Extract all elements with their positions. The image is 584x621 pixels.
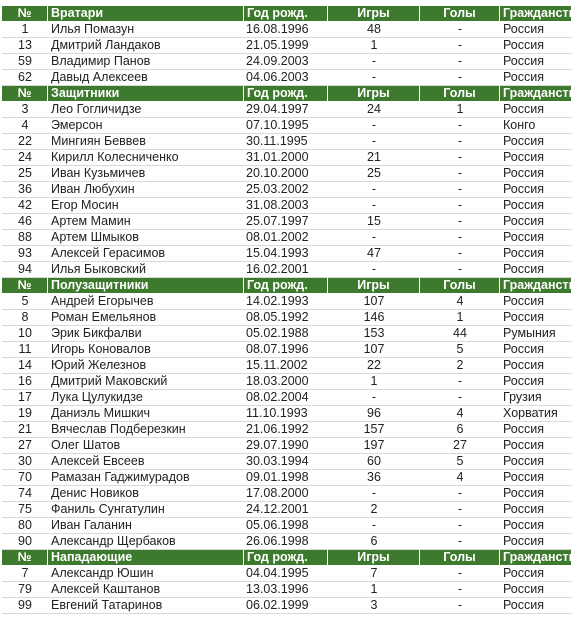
player-citizenship: Россия (500, 246, 572, 262)
player-citizenship: Россия (500, 342, 572, 358)
player-citizenship: Россия (500, 518, 572, 534)
player-citizenship: Россия (500, 454, 572, 470)
player-citizenship: Конго (500, 118, 572, 134)
player-citizenship: Россия (500, 374, 572, 390)
player-born: 20.10.2000 (244, 166, 328, 182)
player-goals: 1 (420, 310, 500, 326)
player-citizenship: Россия (500, 310, 572, 326)
player-goals: - (420, 374, 500, 390)
header-games: Игры (328, 278, 420, 294)
player-citizenship: Россия (500, 214, 572, 230)
player-games: - (328, 198, 420, 214)
player-number: 17 (2, 390, 48, 406)
player-games: - (328, 70, 420, 86)
player-goals: - (420, 182, 500, 198)
player-citizenship: Россия (500, 38, 572, 54)
player-games: 24 (328, 102, 420, 118)
player-row (2, 246, 572, 262)
player-born: 04.06.2003 (244, 70, 328, 86)
header-number: № (2, 550, 48, 566)
player-games: 107 (328, 342, 420, 358)
player-born: 31.08.2003 (244, 198, 328, 214)
player-games: - (328, 390, 420, 406)
player-name: Александр Щербаков (48, 534, 244, 550)
player-name: Илья Помазун (48, 22, 244, 38)
player-games: - (328, 182, 420, 198)
player-number: 13 (2, 38, 48, 54)
player-name: Алексей Каштанов (48, 582, 244, 598)
player-born: 24.12.2001 (244, 502, 328, 518)
player-goals: 1 (420, 102, 500, 118)
player-born: 04.04.1995 (244, 566, 328, 582)
player-born: 08.01.2002 (244, 230, 328, 246)
player-born: 30.11.1995 (244, 134, 328, 150)
player-name: Алексей Герасимов (48, 246, 244, 262)
player-born: 13.03.1996 (244, 582, 328, 598)
player-goals: - (420, 22, 500, 38)
player-row (2, 390, 572, 406)
player-name: Юрий Железнов (48, 358, 244, 374)
player-goals: - (420, 502, 500, 518)
section-header-row (2, 86, 572, 102)
player-name: Дмитрий Ландаков (48, 38, 244, 54)
player-number: 59 (2, 54, 48, 70)
player-born: 14.02.1993 (244, 294, 328, 310)
player-citizenship: Россия (500, 166, 572, 182)
player-born: 08.05.1992 (244, 310, 328, 326)
header-born: Год рожд. (244, 278, 328, 294)
header-born: Год рожд. (244, 550, 328, 566)
player-games: - (328, 518, 420, 534)
player-born: 17.08.2000 (244, 486, 328, 502)
player-row (2, 54, 572, 70)
player-goals: - (420, 534, 500, 550)
player-citizenship: Россия (500, 598, 572, 614)
player-row (2, 374, 572, 390)
player-goals: - (420, 198, 500, 214)
player-goals: 4 (420, 406, 500, 422)
player-row (2, 310, 572, 326)
player-goals: - (420, 230, 500, 246)
player-citizenship: Румыния (500, 326, 572, 342)
section-title: Защитники (48, 86, 244, 102)
player-games: 107 (328, 294, 420, 310)
player-name: Александр Юшин (48, 566, 244, 582)
player-number: 22 (2, 134, 48, 150)
player-name: Владимир Панов (48, 54, 244, 70)
player-goals: - (420, 38, 500, 54)
player-row (2, 502, 572, 518)
player-citizenship: Россия (500, 70, 572, 86)
player-number: 25 (2, 166, 48, 182)
player-citizenship: Россия (500, 22, 572, 38)
player-name: Эрик Бикфалви (48, 326, 244, 342)
player-goals: - (420, 598, 500, 614)
header-citizenship: Гражданство (500, 550, 572, 566)
player-number: 4 (2, 118, 48, 134)
player-born: 08.07.1996 (244, 342, 328, 358)
header-citizenship: Гражданство (500, 6, 572, 22)
player-number: 80 (2, 518, 48, 534)
player-born: 24.09.2003 (244, 54, 328, 70)
player-number: 11 (2, 342, 48, 358)
player-games: 6 (328, 534, 420, 550)
player-name: Эмерсон (48, 118, 244, 134)
player-name: Фаниль Сунгатулин (48, 502, 244, 518)
player-number: 90 (2, 534, 48, 550)
player-citizenship: Россия (500, 150, 572, 166)
header-citizenship: Гражданство (500, 278, 572, 294)
player-born: 15.11.2002 (244, 358, 328, 374)
player-citizenship: Россия (500, 198, 572, 214)
header-number: № (2, 6, 48, 22)
player-name: Игорь Коновалов (48, 342, 244, 358)
player-name: Артем Шмыков (48, 230, 244, 246)
player-number: 3 (2, 102, 48, 118)
roster-body (2, 6, 584, 614)
player-number: 14 (2, 358, 48, 374)
player-games: 25 (328, 166, 420, 182)
section-title: Полузащитники (48, 278, 244, 294)
player-row (2, 230, 572, 246)
player-games: 197 (328, 438, 420, 454)
player-name: Рамазан Гаджимурадов (48, 470, 244, 486)
player-row (2, 342, 572, 358)
player-games: - (328, 230, 420, 246)
player-row (2, 486, 572, 502)
section-header-row (2, 278, 572, 294)
header-goals: Голы (420, 278, 500, 294)
player-citizenship: Грузия (500, 390, 572, 406)
player-citizenship: Россия (500, 502, 572, 518)
player-row (2, 166, 572, 182)
player-citizenship: Россия (500, 54, 572, 70)
player-name: Иван Кузьмичев (48, 166, 244, 182)
player-number: 88 (2, 230, 48, 246)
player-games: 36 (328, 470, 420, 486)
player-born: 18.03.2000 (244, 374, 328, 390)
player-goals: 5 (420, 454, 500, 470)
header-games: Игры (328, 6, 420, 22)
player-goals: - (420, 390, 500, 406)
player-number: 42 (2, 198, 48, 214)
player-citizenship: Россия (500, 262, 572, 278)
player-goals: - (420, 214, 500, 230)
player-number: 75 (2, 502, 48, 518)
player-number: 19 (2, 406, 48, 422)
header-number: № (2, 86, 48, 102)
player-goals: - (420, 566, 500, 582)
player-citizenship: Россия (500, 294, 572, 310)
player-number: 79 (2, 582, 48, 598)
player-row (2, 582, 572, 598)
player-born: 29.04.1997 (244, 102, 328, 118)
player-born: 11.10.1993 (244, 406, 328, 422)
player-row (2, 358, 572, 374)
player-goals: - (420, 262, 500, 278)
player-name: Егор Мосин (48, 198, 244, 214)
player-row (2, 198, 572, 214)
player-goals: - (420, 70, 500, 86)
player-born: 21.06.1992 (244, 422, 328, 438)
player-games: 15 (328, 214, 420, 230)
player-citizenship: Россия (500, 486, 572, 502)
player-goals: - (420, 518, 500, 534)
player-row (2, 454, 572, 470)
player-row (2, 118, 572, 134)
player-citizenship: Россия (500, 230, 572, 246)
header-goals: Голы (420, 86, 500, 102)
player-name: Андрей Егорычев (48, 294, 244, 310)
player-name: Роман Емельянов (48, 310, 244, 326)
player-number: 30 (2, 454, 48, 470)
roster-table (2, 6, 584, 614)
player-citizenship: Хорватия (500, 406, 572, 422)
player-born: 25.07.1997 (244, 214, 328, 230)
player-name: Лео Гогличидзе (48, 102, 244, 118)
player-born: 29.07.1990 (244, 438, 328, 454)
player-born: 21.05.1999 (244, 38, 328, 54)
player-games: - (328, 134, 420, 150)
player-goals: - (420, 54, 500, 70)
header-goals: Голы (420, 6, 500, 22)
player-row (2, 470, 572, 486)
player-born: 08.02.2004 (244, 390, 328, 406)
player-row (2, 22, 572, 38)
player-row (2, 214, 572, 230)
player-games: - (328, 486, 420, 502)
player-goals: - (420, 134, 500, 150)
player-games: 60 (328, 454, 420, 470)
player-goals: 44 (420, 326, 500, 342)
player-row (2, 38, 572, 54)
player-goals: - (420, 118, 500, 134)
player-goals: 6 (420, 422, 500, 438)
header-born: Год рожд. (244, 86, 328, 102)
player-goals: 4 (420, 470, 500, 486)
section-title: Нападающие (48, 550, 244, 566)
player-games: 1 (328, 374, 420, 390)
player-citizenship: Россия (500, 134, 572, 150)
player-row (2, 182, 572, 198)
player-games: 153 (328, 326, 420, 342)
player-born: 25.03.2002 (244, 182, 328, 198)
player-goals: 5 (420, 342, 500, 358)
player-name: Давыд Алексеев (48, 70, 244, 86)
player-games: 22 (328, 358, 420, 374)
player-row (2, 598, 572, 614)
player-number: 74 (2, 486, 48, 502)
player-name: Илья Быковский (48, 262, 244, 278)
section-header-row (2, 6, 572, 22)
player-row (2, 422, 572, 438)
player-born: 06.02.1999 (244, 598, 328, 614)
player-number: 94 (2, 262, 48, 278)
player-row (2, 438, 572, 454)
player-name: Евгений Татаринов (48, 598, 244, 614)
player-row (2, 262, 572, 278)
player-citizenship: Россия (500, 534, 572, 550)
player-goals: - (420, 486, 500, 502)
player-name: Артем Мамин (48, 214, 244, 230)
player-name: Иван Любухин (48, 182, 244, 198)
player-goals: 2 (420, 358, 500, 374)
section-header-row (2, 550, 572, 566)
header-born: Год рожд. (244, 6, 328, 22)
player-number: 27 (2, 438, 48, 454)
player-number: 93 (2, 246, 48, 262)
player-number: 1 (2, 22, 48, 38)
player-games: 96 (328, 406, 420, 422)
player-citizenship: Россия (500, 358, 572, 374)
header-games: Игры (328, 550, 420, 566)
player-row (2, 406, 572, 422)
header-citizenship: Гражданство (500, 86, 572, 102)
player-name: Мингиян Беввев (48, 134, 244, 150)
player-citizenship: Россия (500, 182, 572, 198)
player-number: 5 (2, 294, 48, 310)
player-number: 10 (2, 326, 48, 342)
player-goals: 4 (420, 294, 500, 310)
player-name: Лука Цулукидзе (48, 390, 244, 406)
player-born: 07.10.1995 (244, 118, 328, 134)
player-row (2, 518, 572, 534)
player-row (2, 150, 572, 166)
player-born: 09.01.1998 (244, 470, 328, 486)
player-games: - (328, 54, 420, 70)
player-citizenship: Россия (500, 470, 572, 486)
header-number: № (2, 278, 48, 294)
player-games: 48 (328, 22, 420, 38)
player-goals: 27 (420, 438, 500, 454)
player-number: 8 (2, 310, 48, 326)
player-number: 16 (2, 374, 48, 390)
player-games: 146 (328, 310, 420, 326)
player-row (2, 566, 572, 582)
player-name: Кирилл Колесниченко (48, 150, 244, 166)
player-number: 7 (2, 566, 48, 582)
player-name: Олег Шатов (48, 438, 244, 454)
header-goals: Голы (420, 550, 500, 566)
player-row (2, 134, 572, 150)
player-games: 7 (328, 566, 420, 582)
player-games: 2 (328, 502, 420, 518)
player-name: Денис Новиков (48, 486, 244, 502)
player-row (2, 326, 572, 342)
player-number: 99 (2, 598, 48, 614)
player-born: 31.01.2000 (244, 150, 328, 166)
player-born: 15.04.1993 (244, 246, 328, 262)
player-citizenship: Россия (500, 102, 572, 118)
player-goals: - (420, 582, 500, 598)
player-goals: - (420, 246, 500, 262)
player-number: 21 (2, 422, 48, 438)
player-games: 157 (328, 422, 420, 438)
player-born: 26.06.1998 (244, 534, 328, 550)
player-goals: - (420, 166, 500, 182)
player-number: 62 (2, 70, 48, 86)
player-number: 70 (2, 470, 48, 486)
player-name: Даниэль Мишкич (48, 406, 244, 422)
player-born: 30.03.1994 (244, 454, 328, 470)
player-born: 05.06.1998 (244, 518, 328, 534)
player-games: 47 (328, 246, 420, 262)
player-games: - (328, 262, 420, 278)
player-born: 05.02.1988 (244, 326, 328, 342)
section-title: Вратари (48, 6, 244, 22)
player-number: 24 (2, 150, 48, 166)
player-games: 1 (328, 582, 420, 598)
player-number: 46 (2, 214, 48, 230)
player-games: 1 (328, 38, 420, 54)
player-name: Иван Галанин (48, 518, 244, 534)
player-row (2, 294, 572, 310)
player-row (2, 70, 572, 86)
player-name: Алексей Евсеев (48, 454, 244, 470)
player-citizenship: Россия (500, 582, 572, 598)
player-born: 16.02.2001 (244, 262, 328, 278)
player-born: 16.08.1996 (244, 22, 328, 38)
player-name: Вячеслав Подберезкин (48, 422, 244, 438)
player-citizenship: Россия (500, 566, 572, 582)
header-games: Игры (328, 86, 420, 102)
player-games: - (328, 118, 420, 134)
player-goals: - (420, 150, 500, 166)
player-games: 3 (328, 598, 420, 614)
player-citizenship: Россия (500, 438, 572, 454)
player-citizenship: Россия (500, 422, 572, 438)
player-games: 21 (328, 150, 420, 166)
player-number: 36 (2, 182, 48, 198)
player-row (2, 534, 572, 550)
player-row (2, 102, 572, 118)
player-name: Дмитрий Маковский (48, 374, 244, 390)
